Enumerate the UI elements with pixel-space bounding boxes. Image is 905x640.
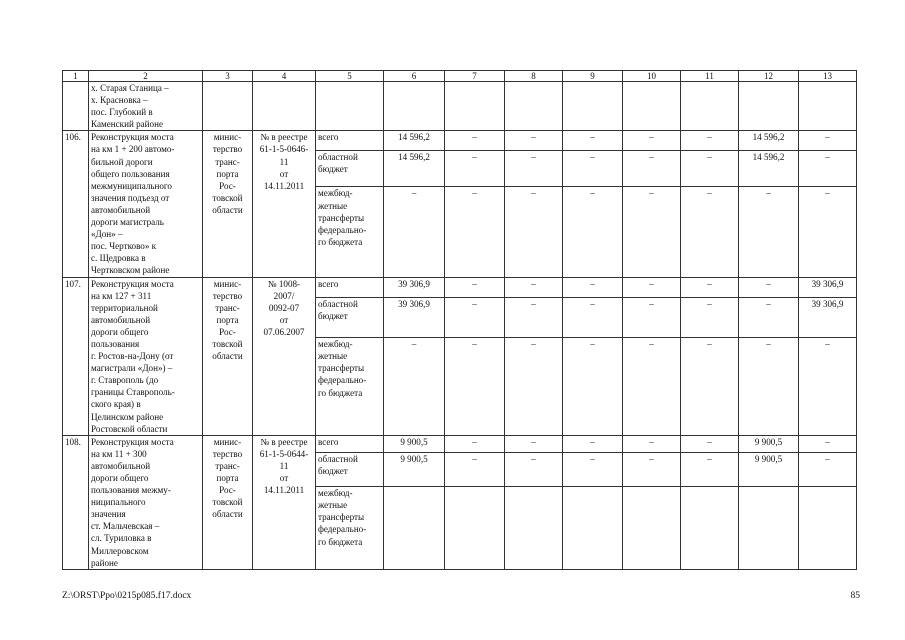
column-header: 6 xyxy=(384,71,445,82)
text-line: межбюд- xyxy=(318,339,353,350)
column-header: 8 xyxy=(505,71,563,82)
column-header: 1 xyxy=(63,71,89,82)
text-line: го бюджета xyxy=(318,236,363,247)
value-transfer: – xyxy=(384,338,445,436)
text-line: от xyxy=(279,168,289,179)
value-total: – xyxy=(681,277,739,298)
text-line: Реконструкция моста xyxy=(91,132,174,143)
text-line: от xyxy=(279,473,289,483)
document-cell xyxy=(253,277,316,435)
value-regional: – xyxy=(623,150,681,187)
text-line: х. Красновка – xyxy=(91,95,148,106)
text-line: Целинском районе xyxy=(91,411,164,422)
value-total: – xyxy=(505,435,563,453)
text-line: 61-1-5-0644- xyxy=(259,448,309,459)
empty-cell xyxy=(203,82,253,131)
text-line: значения xyxy=(91,509,126,520)
value-transfer: – xyxy=(739,338,799,436)
value-transfer: – xyxy=(384,187,445,277)
empty-cell xyxy=(739,82,799,131)
value-regional: 9 900,5 xyxy=(384,453,445,487)
text-line: № в реестре xyxy=(260,132,308,143)
empty-cell xyxy=(316,82,384,131)
value-regional: 14 596,2 xyxy=(739,150,799,187)
text-line: границы Ставрополь- xyxy=(91,387,175,398)
source-total: всего xyxy=(316,131,384,150)
value-regional: – xyxy=(505,453,563,487)
value-regional: – xyxy=(563,453,623,487)
value-regional: – xyxy=(623,453,681,487)
value-total: – xyxy=(563,277,623,298)
column-header: 9 xyxy=(563,71,623,82)
column-header: 10 xyxy=(623,71,681,82)
text-line: районе xyxy=(91,557,118,568)
text-line: Рос- xyxy=(219,180,236,191)
value-transfer: – xyxy=(563,187,623,277)
value-transfer xyxy=(623,487,681,570)
value-regional: 14 596,2 xyxy=(384,150,445,187)
value-regional: 39 306,9 xyxy=(384,298,445,338)
file-path: Z:\ORST\Ppo\0215p085.f17.docx xyxy=(62,591,192,601)
value-total: – xyxy=(623,435,681,453)
value-regional: – xyxy=(445,150,505,187)
value-regional: – xyxy=(799,150,857,187)
value-regional: – xyxy=(563,150,623,187)
column-header: 7 xyxy=(445,71,505,82)
text-line: автомобильной xyxy=(91,314,151,325)
text-line: сл. Туриловка в xyxy=(91,533,152,544)
value-regional: 39 306,9 xyxy=(799,298,857,338)
value-total: 14 596,2 xyxy=(739,131,799,150)
value-transfer: – xyxy=(505,187,563,277)
text-line: территориальной xyxy=(91,302,158,313)
customer-cell xyxy=(203,277,253,435)
text-line: 14.11.2011 xyxy=(263,180,305,191)
text-line: терство xyxy=(212,290,243,301)
source-transfer xyxy=(316,338,384,436)
text-line: дороги общего xyxy=(91,473,149,483)
row-number: 107. xyxy=(63,277,89,435)
text-line: терство xyxy=(212,448,243,459)
value-transfer: – xyxy=(739,187,799,277)
value-regional: – xyxy=(681,298,739,338)
text-line: Рос- xyxy=(219,485,236,496)
text-line: ского края) в xyxy=(91,399,141,410)
value-regional: – xyxy=(445,453,505,487)
text-line: ниципального xyxy=(91,497,146,508)
value-transfer: – xyxy=(623,187,681,277)
text-line: значения подъезд от xyxy=(91,192,170,203)
text-line: Реконструкция моста xyxy=(91,278,174,289)
table-row xyxy=(63,131,857,150)
text-line: общего пользования xyxy=(91,168,170,179)
value-transfer: – xyxy=(445,187,505,277)
value-total: – xyxy=(799,131,857,150)
text-line: федерально- xyxy=(318,375,367,386)
text-line: Чертковском районе xyxy=(91,265,170,276)
text-line: автомобильной xyxy=(91,204,151,215)
value-regional: – xyxy=(445,298,505,338)
empty-cell xyxy=(505,82,563,131)
text-line: областной xyxy=(318,151,358,162)
value-regional: – xyxy=(799,453,857,487)
empty-cell xyxy=(253,82,316,131)
text-line: пос. Чертково» к xyxy=(91,241,157,252)
value-regional: 9 900,5 xyxy=(739,453,799,487)
value-regional: – xyxy=(739,298,799,338)
text-line: жетные xyxy=(318,200,348,211)
text-line: порта xyxy=(216,473,239,483)
object-name-cell xyxy=(89,277,203,435)
text-line: на км 1 + 200 автомо- xyxy=(91,144,175,155)
text-line: магистрали «Дон») – xyxy=(91,363,173,374)
value-total: – xyxy=(563,435,623,453)
text-line: Реконструкция моста xyxy=(91,436,174,447)
empty-cell xyxy=(799,82,857,131)
text-line: области xyxy=(212,204,243,215)
document-cell xyxy=(253,435,316,569)
value-total: – xyxy=(623,131,681,150)
value-total: – xyxy=(623,277,681,298)
text-line: бюджет xyxy=(318,311,348,322)
text-line: федерально- xyxy=(318,224,367,235)
source-regional xyxy=(316,150,384,187)
text-line: бильной дороги xyxy=(91,156,153,167)
value-total: 39 306,9 xyxy=(799,277,857,298)
column-header: 13 xyxy=(799,71,857,82)
value-regional: – xyxy=(681,150,739,187)
text-line: Каменский районе xyxy=(91,119,163,130)
text-line: жетные xyxy=(318,500,348,511)
text-line: ст. Мальчевская – xyxy=(91,521,160,532)
column-header: 12 xyxy=(739,71,799,82)
value-transfer: – xyxy=(623,338,681,436)
text-line: транс- xyxy=(215,460,240,471)
text-line: го бюджета xyxy=(318,387,363,398)
text-line: федерально- xyxy=(318,524,367,535)
source-total: всего xyxy=(316,277,384,298)
value-total: – xyxy=(445,435,505,453)
row-number: 108. xyxy=(63,435,89,569)
value-transfer xyxy=(445,487,505,570)
value-total: – xyxy=(505,277,563,298)
value-transfer: – xyxy=(681,338,739,436)
text-line: области xyxy=(212,509,243,520)
value-total: – xyxy=(681,435,739,453)
value-transfer xyxy=(799,487,857,570)
value-transfer: – xyxy=(563,338,623,436)
empty-cell xyxy=(563,82,623,131)
text-line: пос. Глубокий в xyxy=(91,107,153,118)
text-line: минис- xyxy=(213,132,242,143)
continuation-row xyxy=(63,82,857,131)
empty-cell xyxy=(63,82,89,131)
value-total: 14 596,2 xyxy=(384,131,445,150)
source-regional xyxy=(316,453,384,487)
text-line: Ростовской области xyxy=(91,423,168,434)
text-line: № 1008- xyxy=(267,278,301,289)
header-row xyxy=(63,71,857,82)
value-total: – xyxy=(799,435,857,453)
empty-cell xyxy=(445,82,505,131)
text-line: 11 xyxy=(279,156,289,167)
text-line: с. Щедровка в xyxy=(91,253,146,264)
value-transfer: – xyxy=(445,338,505,436)
text-line: транс- xyxy=(215,302,240,313)
value-total: – xyxy=(445,277,505,298)
text-line: Рос- xyxy=(219,326,236,337)
text-line: дороги магистраль xyxy=(91,217,164,228)
text-line: терство xyxy=(212,144,243,155)
text-line: 61-1-5-0646- xyxy=(259,144,309,155)
text-line: г. Ростов-на-Дону (от xyxy=(91,351,174,362)
text-line: «Дон» – xyxy=(91,229,123,240)
text-line: х. Старая Станица – xyxy=(91,83,169,93)
source-transfer xyxy=(316,187,384,277)
text-line: пользования межму- xyxy=(91,485,171,496)
object-name-cell xyxy=(89,131,203,277)
object-name-cell xyxy=(89,82,203,131)
table-row xyxy=(63,277,857,298)
value-transfer: – xyxy=(799,187,857,277)
text-line: го бюджета xyxy=(318,536,363,547)
value-total: 39 306,9 xyxy=(384,277,445,298)
text-line: дороги общего xyxy=(91,326,149,337)
value-total: – xyxy=(505,131,563,150)
value-transfer xyxy=(681,487,739,570)
value-regional: – xyxy=(623,298,681,338)
text-line: 2007/ xyxy=(273,290,295,301)
text-line: автомобильной xyxy=(91,460,151,471)
customer-cell xyxy=(203,131,253,277)
text-line: минис- xyxy=(213,436,242,447)
value-total: – xyxy=(563,131,623,150)
value-transfer xyxy=(505,487,563,570)
text-line: бюджет xyxy=(318,466,348,477)
text-line: межбюд- xyxy=(318,488,353,499)
table-row xyxy=(63,435,857,453)
value-total: – xyxy=(681,131,739,150)
text-line: порта xyxy=(216,314,239,325)
row-number: 106. xyxy=(63,131,89,277)
value-transfer xyxy=(563,487,623,570)
text-line: межмуниципального xyxy=(91,180,172,191)
empty-cell xyxy=(384,82,445,131)
column-header: 3 xyxy=(203,71,253,82)
value-transfer xyxy=(384,487,445,570)
text-line: 14.11.2011 xyxy=(263,485,305,496)
value-transfer: – xyxy=(681,187,739,277)
page-number: 85 xyxy=(850,591,860,601)
column-header: 2 xyxy=(89,71,203,82)
value-transfer: – xyxy=(799,338,857,436)
text-line: пользования xyxy=(91,338,140,349)
text-line: трансферты xyxy=(318,363,365,374)
text-line: товской xyxy=(212,338,243,349)
value-total: 9 900,5 xyxy=(739,435,799,453)
column-header: 4 xyxy=(253,71,316,82)
text-line: от xyxy=(279,314,289,325)
text-line: Миллеровском xyxy=(91,545,149,556)
text-line: транс- xyxy=(215,156,240,167)
text-line: трансферты xyxy=(318,212,365,223)
text-line: жетные xyxy=(318,351,348,362)
column-header: 11 xyxy=(681,71,739,82)
customer-cell xyxy=(203,435,253,569)
text-line: № в реестре xyxy=(260,436,308,447)
empty-cell xyxy=(623,82,681,131)
source-transfer xyxy=(316,487,384,570)
value-regional: – xyxy=(505,150,563,187)
object-name-cell xyxy=(89,435,203,569)
text-line: товской xyxy=(212,192,243,203)
text-line: области xyxy=(212,351,243,362)
source-regional xyxy=(316,298,384,338)
text-line: областной xyxy=(318,454,358,465)
text-line: минис- xyxy=(213,278,242,289)
text-line: товской xyxy=(212,497,243,508)
text-line: областной xyxy=(318,299,358,310)
text-line: 11 xyxy=(279,460,289,471)
value-regional: – xyxy=(563,298,623,338)
value-regional: – xyxy=(681,453,739,487)
text-line: 0092-07 xyxy=(268,302,300,313)
text-line: г. Ставрополь (до xyxy=(91,375,159,386)
value-total: – xyxy=(739,277,799,298)
value-transfer xyxy=(739,487,799,570)
value-transfer: – xyxy=(505,338,563,436)
text-line: бюджет xyxy=(318,163,348,174)
value-total: – xyxy=(445,131,505,150)
text-line: на км 127 + 311 xyxy=(91,290,152,301)
value-total: 9 900,5 xyxy=(384,435,445,453)
text-line: порта xyxy=(216,168,239,179)
text-line: 07.06.2007 xyxy=(263,326,305,337)
document-cell xyxy=(253,131,316,277)
empty-cell xyxy=(681,82,739,131)
source-total: всего xyxy=(316,435,384,453)
text-line: межбюд- xyxy=(318,188,353,199)
value-regional: – xyxy=(505,298,563,338)
text-line: трансферты xyxy=(318,512,365,523)
budget-table xyxy=(62,70,857,570)
column-header: 5 xyxy=(316,71,384,82)
text-line: на км 11 + 300 xyxy=(91,448,147,459)
